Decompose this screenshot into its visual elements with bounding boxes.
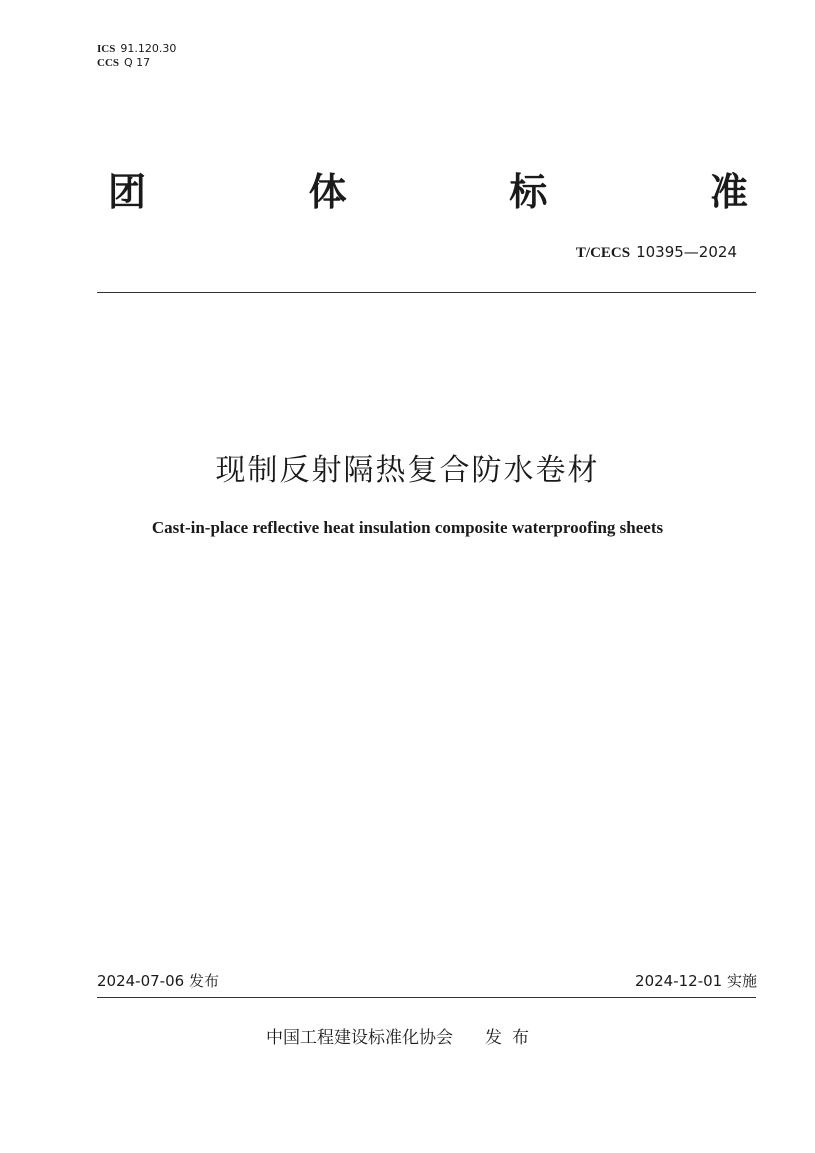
category-char-4: 准 bbox=[709, 169, 748, 214]
category-char-2: 体 bbox=[308, 169, 347, 214]
ccs-code bbox=[97, 56, 150, 70]
bottom-divider bbox=[97, 997, 756, 998]
ics-label: ICS bbox=[97, 43, 116, 55]
standard-code: 10395—2024 bbox=[636, 243, 737, 261]
publish-date: 2024-07-06 发布 bbox=[97, 972, 219, 990]
ccs-value: Q 17 bbox=[124, 56, 151, 69]
publisher-suffix: 发布 bbox=[485, 1028, 539, 1048]
effective-date: 2024-12-01 实施 bbox=[635, 972, 757, 990]
standard-category bbox=[108, 160, 748, 216]
standard-number bbox=[576, 243, 737, 262]
category-char-3: 标 bbox=[509, 169, 548, 214]
ics-code bbox=[97, 42, 176, 56]
standard-prefix: T/CECS bbox=[575, 245, 631, 261]
publisher-line bbox=[266, 1023, 539, 1048]
title-english: Cast-in-place reflective heat insulation composite waterproofing sheets bbox=[151, 518, 664, 537]
category-char-1: 团 bbox=[108, 169, 147, 214]
ccs-label: CCS bbox=[97, 57, 120, 69]
title-chinese: 现制反射隔热复合防水卷材 bbox=[215, 453, 600, 488]
top-divider bbox=[97, 292, 756, 293]
ics-value: 91.120.30 bbox=[120, 42, 177, 55]
publisher-name: 中国工程建设标准化协会 bbox=[266, 1028, 453, 1048]
